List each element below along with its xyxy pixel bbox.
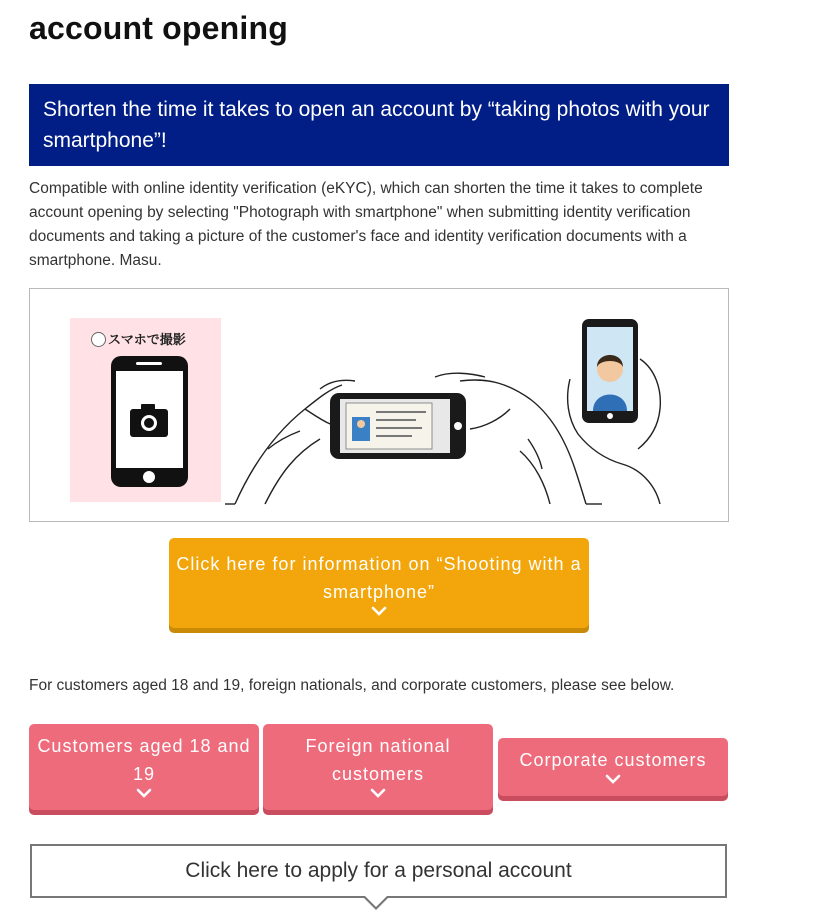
corporate-customers-button[interactable] <box>498 738 728 796</box>
chevron-down-icon <box>136 788 152 798</box>
foreign-national-customers-label: Foreign national customers <box>305 736 451 784</box>
foreign-national-customers-button[interactable] <box>263 724 493 810</box>
customers-aged-18-19-button[interactable] <box>29 724 259 810</box>
chevron-down-icon <box>371 606 387 616</box>
description-text: Compatible with online identity verification (eKYC), which can shorten the time it takes to complete account opening by selecting "Photograph with smartphone" when submitting identity verification documents and taking a picture of the customer's face and identity verification documents with a smartphone. Masu. <box>29 180 703 269</box>
corporate-customers-label: Corporate customers <box>519 750 707 770</box>
apply-personal-account-button[interactable] <box>30 844 727 898</box>
chevron-down-icon <box>605 774 621 784</box>
shooting-info-button[interactable] <box>169 538 589 628</box>
page-title: account opening <box>29 10 288 46</box>
apply-pointer-arrow-inner <box>365 896 387 907</box>
selfie-phone-icon <box>568 319 661 504</box>
illustration-graphic <box>30 289 728 521</box>
banner-heading: Shorten the time it takes to open an account by “taking photos with your smartphone”! <box>29 84 729 166</box>
chevron-down-icon <box>370 788 386 798</box>
shooting-info-label: Click here for information on “Shooting with a smartphone” <box>176 554 582 602</box>
radio-label: スマホで撮影 <box>108 333 186 348</box>
apply-personal-account-label: Click here to apply for a personal account <box>185 859 572 882</box>
customers-aged-18-19-label: Customers aged 18 and 19 <box>37 736 251 784</box>
customer-note: For customers aged 18 and 19, foreign nationals, and corporate customers, please see below. <box>29 677 675 694</box>
smartphone-camera-icon <box>111 356 188 487</box>
illustration-panel <box>29 288 729 522</box>
landscape-phone-icon <box>330 393 466 459</box>
